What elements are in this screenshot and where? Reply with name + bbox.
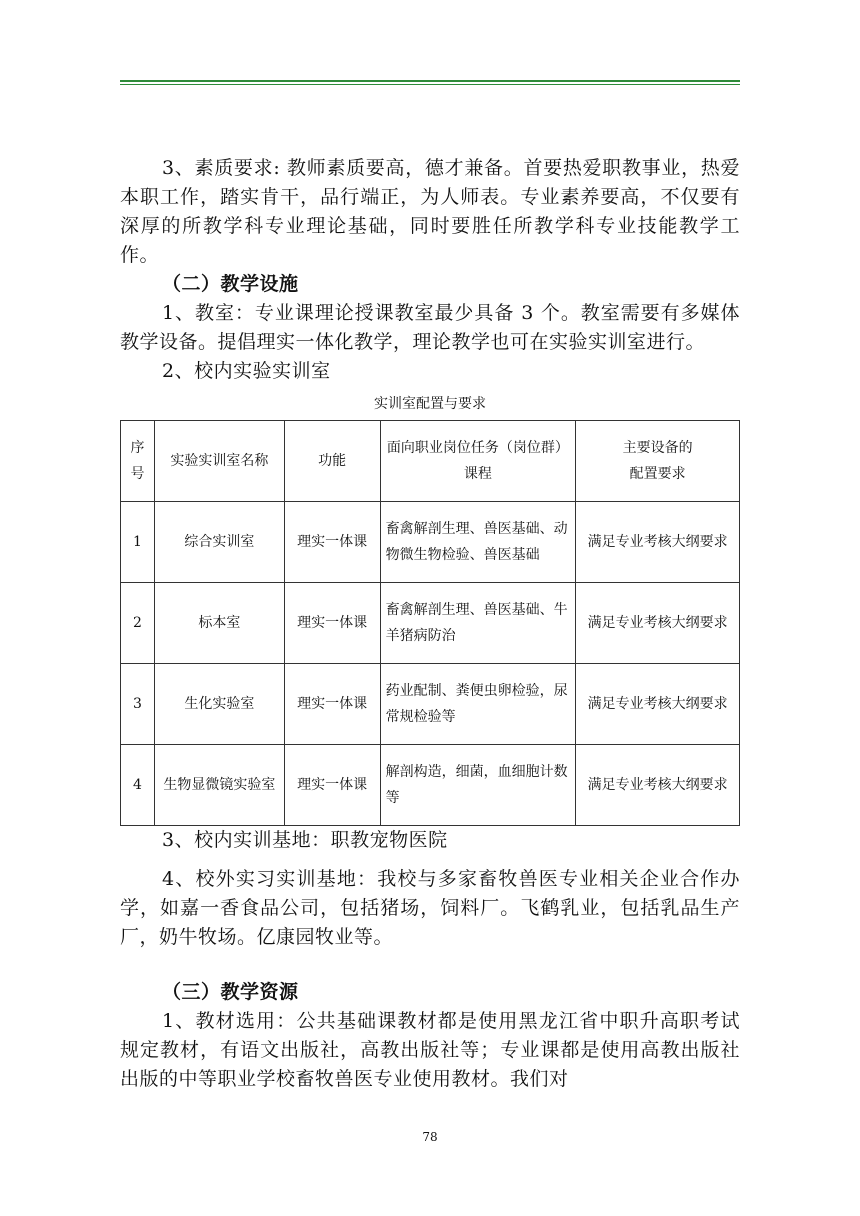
- header-function: 功能: [284, 421, 380, 502]
- lab-config-table: [120, 420, 740, 826]
- cell-function: 理实一体课: [284, 745, 380, 826]
- header-equipment-line1: 主要设备的: [622, 440, 693, 456]
- paragraph-textbook: 1、教材选用：公共基础课教材都是使用黑龙江省中职升高职考试规定教材，有语文出版社，高教出版社等；专业课都是使用高教出版社出版的中等职业学校畜牧兽医专业使用教材。我们对: [120, 1010, 740, 1090]
- paragraph-lab-title: 2、校内实验实训室: [162, 360, 331, 382]
- table-row: [121, 502, 740, 583]
- paragraph-classroom: 1、教室：专业课理论授课教室最少具备 3 个。教室需要有多媒体教学设备。提倡理实一体化教学，理论教学也可在实验实训室进行。: [120, 302, 740, 353]
- cell-lab-name: 生物显微镜实验室: [154, 745, 284, 826]
- heading-teaching-resources: （三）教学资源: [162, 981, 299, 1003]
- header-equipment-line2: 配置要求: [629, 466, 686, 482]
- header-equipment: [576, 421, 740, 502]
- cell-no: 1: [121, 502, 155, 583]
- table-caption: 实训室配置与要求: [374, 396, 486, 412]
- header-no: 序号: [121, 421, 155, 502]
- cell-function: 理实一体课: [284, 664, 380, 745]
- header-lab-name: 实验实训室名称: [154, 421, 284, 502]
- table-row: [121, 745, 740, 826]
- table-header-row: [121, 421, 740, 502]
- cell-courses: 药业配制、粪便虫卵检验，尿常规检验等: [380, 664, 576, 745]
- header-rule-thin: [120, 84, 740, 85]
- page-number: 78: [422, 1130, 438, 1144]
- cell-no: 3: [121, 664, 155, 745]
- cell-lab-name: 综合实训室: [154, 502, 284, 583]
- paragraph-internal-base: 3、校内实训基地：职教宠物医院: [162, 829, 448, 851]
- header-courses: 面向职业岗位任务（岗位群）课程: [380, 421, 576, 502]
- cell-function: 理实一体课: [284, 502, 380, 583]
- cell-lab-name: 生化实验室: [154, 664, 284, 745]
- cell-courses: 畜禽解剖生理、兽医基础、动物微生物检验、兽医基础: [380, 502, 576, 583]
- cell-equipment: 满足专业考核大纲要求: [576, 745, 740, 826]
- cell-lab-name: 标本室: [154, 583, 284, 664]
- cell-no: 4: [121, 745, 155, 826]
- cell-equipment: 满足专业考核大纲要求: [576, 583, 740, 664]
- cell-equipment: 满足专业考核大纲要求: [576, 664, 740, 745]
- cell-courses: 畜禽解剖生理、兽医基础、牛羊猪病防治: [380, 583, 576, 664]
- cell-no: 2: [121, 583, 155, 664]
- paragraph-quality-requirements: 3、素质要求: 教师素质要高，德才兼备。首要热爱职教事业，热爱本职工作，踏实肯干，品行端正，为人师表。专业素养要高，不仅要有深厚的所教学科专业理论基础，同时要胜任所教学科专业技能教学工作。: [120, 157, 740, 266]
- page-content: [120, 154, 740, 1094]
- paragraph-external-base: 4、校外实习实训基地：我校与多家畜牧兽医专业相关企业合作办学，如嘉一香食品公司，包括猪场，饲料厂。飞鹤乳业，包括乳品生产厂，奶牛牧场。亿康园牧业等。: [120, 868, 740, 948]
- heading-teaching-facilities: （二）教学设施: [162, 273, 299, 295]
- table-row: [121, 664, 740, 745]
- cell-courses: 解剖构造，细菌，血细胞计数等: [380, 745, 576, 826]
- table-row: [121, 583, 740, 664]
- cell-function: 理实一体课: [284, 583, 380, 664]
- header-rule-thick: [120, 80, 740, 82]
- cell-equipment: 满足专业考核大纲要求: [576, 502, 740, 583]
